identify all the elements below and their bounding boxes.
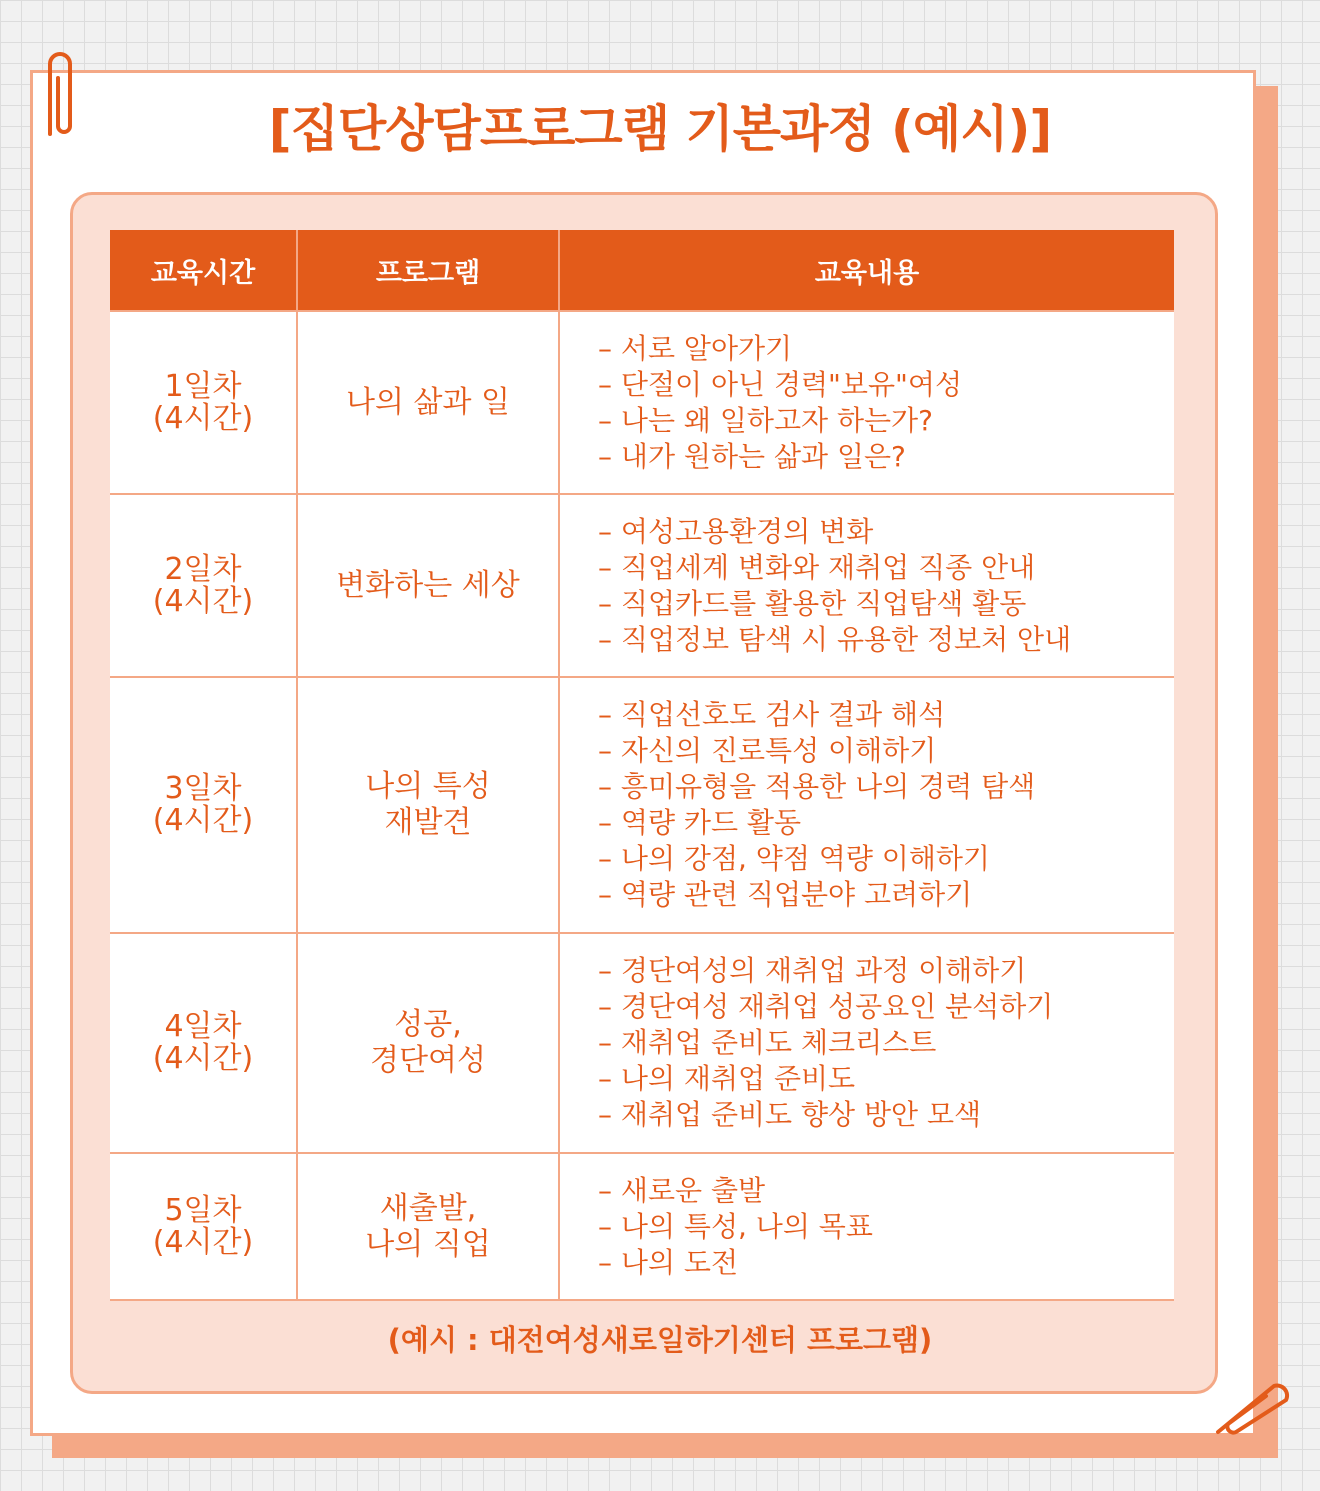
list-item: – 새로운 출발 [598,1173,1174,1209]
day-cell [110,677,297,933]
page-title: [집단상담프로그램 기본과정 (예시)] [268,100,1052,158]
list-item: – 재취업 준비도 향상 방안 모색 [598,1097,1174,1133]
list-item: – 역량 관련 직업분야 고려하기 [598,877,1174,913]
table-row [110,311,1174,494]
content-cell [559,494,1174,677]
program-name: 나의 삶과 일 [346,384,510,420]
program-name: 재발견 [384,805,472,840]
program-name: 경단여성 [370,1043,486,1078]
list-item: – 나의 도전 [598,1245,1174,1281]
program-cell [297,933,559,1153]
list-item: – 내가 원하는 삶과 일은? [598,439,1174,475]
program-cell [297,1153,559,1300]
content-cell [559,1153,1174,1300]
program-cell [297,494,559,677]
table-row [110,494,1174,677]
list-item: – 나의 재취업 준비도 [598,1061,1174,1097]
hours-label: (4시간) [152,1224,254,1260]
day-cell [110,311,297,494]
day-cell [110,933,297,1153]
program-table [110,230,1174,1301]
content-list [598,1173,1174,1281]
header-education-content: 교육내용 [559,230,1174,311]
content-list [598,514,1174,658]
day-cell [110,1153,297,1300]
list-item: – 자신의 진로특성 이해하기 [598,733,1174,769]
list-item: – 경단여성 재취업 성공요인 분석하기 [598,989,1174,1025]
hours-label: (4시간) [152,1041,254,1076]
list-item: – 경단여성의 재취업 과정 이해하기 [598,953,1174,989]
list-item: – 재취업 준비도 체크리스트 [598,1025,1174,1061]
program-cell [297,311,559,494]
day-label: 5일차 [164,1192,242,1228]
table-row [110,933,1174,1153]
list-item: – 직업정보 탐색 시 유용한 정보처 안내 [598,622,1174,658]
list-item: – 단절이 아닌 경력"보유"여성 [598,367,1174,403]
table-row [110,1153,1174,1300]
program-name: 변화하는 세상 [336,567,520,603]
list-item: – 직업선호도 검사 결과 해석 [598,697,1174,733]
list-item: – 직업세계 변화와 재취업 직종 안내 [598,550,1174,586]
day-label: 2일차 [164,551,242,587]
list-item: – 역량 카드 활동 [598,805,1174,841]
hours-label: (4시간) [152,803,254,838]
list-item: – 여성고용환경의 변화 [598,514,1174,550]
list-item: – 나의 특성, 나의 목표 [598,1209,1174,1245]
list-item: – 서로 알아가기 [598,331,1174,367]
hours-label: (4시간) [152,400,254,436]
program-cell [297,677,559,933]
table-row [110,677,1174,933]
content-cell [559,933,1174,1153]
header-education-time: 교육시간 [110,230,297,311]
header-program: 프로그램 [297,230,559,311]
list-item: – 직업카드를 활용한 직업탐색 활동 [598,586,1174,622]
table-header-row [110,230,1174,311]
list-item: – 흥미유형을 적용한 나의 경력 탐색 [598,769,1174,805]
list-item: – 나는 왜 일하고자 하는가? [598,403,1174,439]
content-list [598,697,1174,913]
program-name: 나의 직업 [365,1226,491,1262]
day-label: 4일차 [164,1009,242,1044]
program-name: 나의 특성 [365,769,491,804]
content-cell [559,311,1174,494]
content-cell [559,677,1174,933]
content-list [598,953,1174,1133]
list-item: – 나의 강점, 약점 역량 이해하기 [598,841,1174,877]
day-cell [110,494,297,677]
day-label: 3일차 [164,771,242,806]
content-list [598,331,1174,475]
program-name: 새출발, [379,1190,477,1226]
footnote: (예시 : 대전여성새로일하기센터 프로그램) [387,1323,933,1357]
hours-label: (4시간) [152,583,254,619]
day-label: 1일차 [164,368,242,404]
paperclip-icon [1204,1370,1296,1442]
program-name: 성공, [394,1007,462,1042]
